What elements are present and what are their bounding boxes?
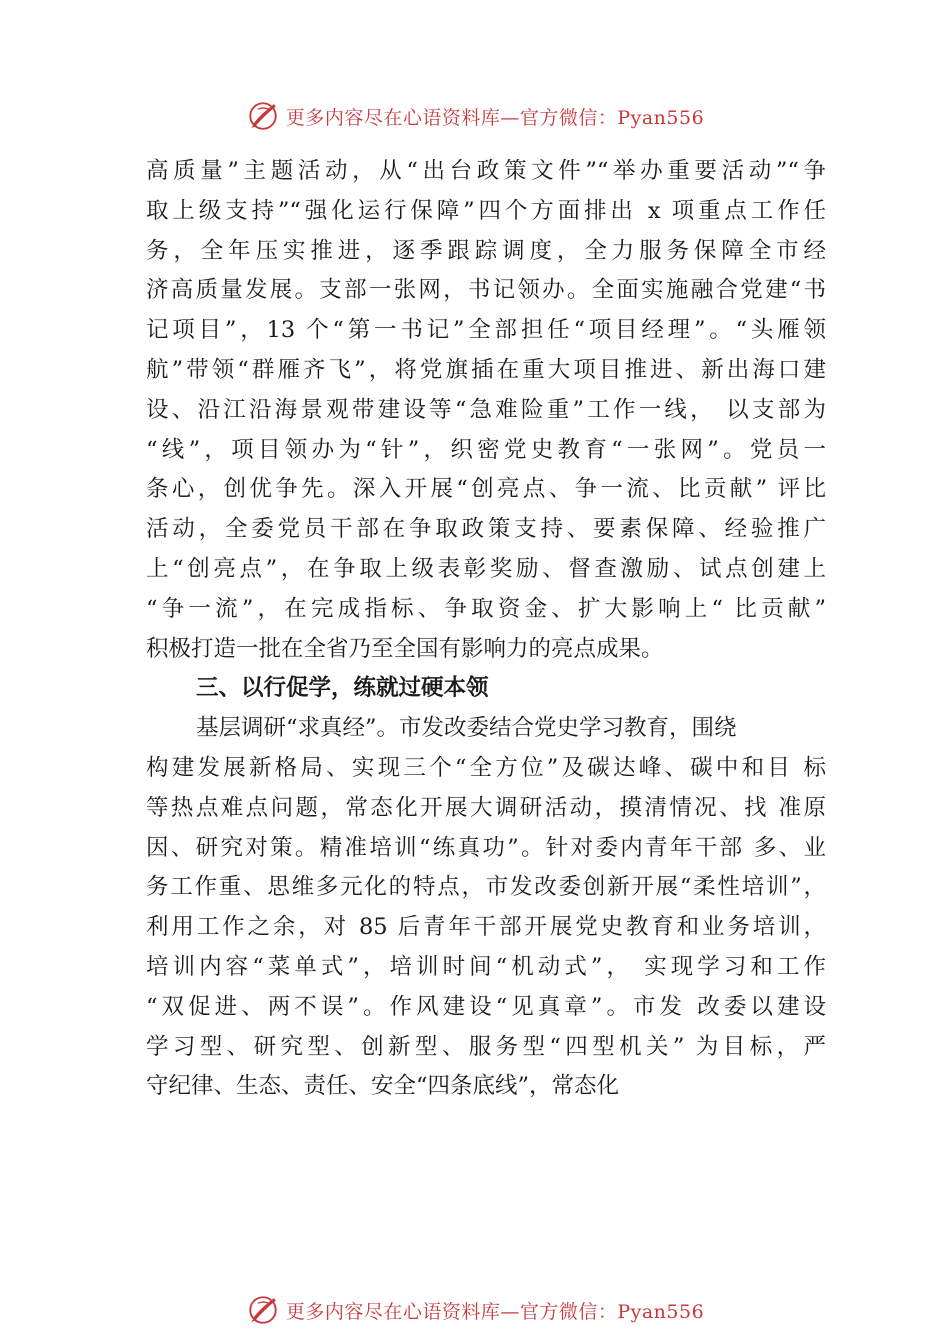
- body-line: 济高质量发展。支部一张网，书记领办。全面实施融合党建“书: [146, 277, 826, 304]
- body-line: 条心，创优争先。深入开展“创亮点、争一流、比贡献” 评比: [146, 476, 826, 503]
- body-line: 记项目”，13 个“第一书记”全部担任“项目经理”。“头雁领: [146, 317, 826, 344]
- body-line: 务，全年压实推进，逐季跟踪调度，全力服务保障全市经: [146, 237, 826, 264]
- document-body: [146, 152, 826, 1107]
- section-line: 务工作重、思维多元化的特点，市发改委创新开展“柔性培训”，: [146, 874, 826, 901]
- watermark-text: 更多内容尽在心语资料库—官方微信：Pyan556: [285, 1300, 705, 1323]
- section-line: 培训内容“菜单式”，培训时间“机动式”， 实现学习和工作: [146, 953, 826, 980]
- section-line: 因、研究对策。精准培训“练真功”。针对委内青年干部 多、业: [146, 834, 826, 861]
- section-line: “双促进、两不误”。作风建设“见真章”。市发 改委以建设: [146, 993, 826, 1020]
- pen-nib-logo-icon: [246, 1293, 280, 1327]
- body-line: 设、沿江沿海景观带建设等“急难险重”工作一线， 以支部为: [146, 396, 826, 423]
- watermark-text: 更多内容尽在心语资料库—官方微信：Pyan556: [285, 106, 705, 129]
- body-line: “争一流”，在完成指标、争取资金、扩大影响上“ 比贡献”: [146, 595, 826, 622]
- body-line: 积极打造一批在全省乃至全国有影响力的亮点成果。: [146, 635, 664, 662]
- section-line: 等热点难点问题，常态化开展大调研活动，摸清情况、找 准原: [146, 794, 826, 821]
- body-line: “线”，项目领办为“针”，织密党史教育“一张网”。党员一: [146, 436, 826, 463]
- section-line: 基层调研“求真经”。市发改委结合党史学习教育，围绕: [196, 715, 737, 742]
- section-heading: 三、以行促学，练就过硬本领: [196, 675, 489, 702]
- body-line: 高质量”主题活动，从“出台政策文件”“举办重要活动”“争: [146, 158, 826, 184]
- watermark-header: [0, 96, 950, 136]
- pen-nib-logo-icon: [246, 99, 280, 133]
- body-line: 航”带领“群雁齐飞”，将党旗插在重大项目推进、新出海口建: [146, 356, 826, 383]
- body-line: 取上级支持”“强化运行保障”四个方面排出 x 项重点工作任: [146, 197, 826, 224]
- section-line: 利用工作之余，对 85 后青年干部开展党史教育和业务培训，: [146, 914, 826, 941]
- body-line: 活动，全委党员干部在争取政策支持、要素保障、经验推广: [146, 516, 826, 543]
- section-line: 构建发展新格局、实现三个“全方位”及碳达峰、碳中和目 标: [146, 754, 826, 781]
- body-line: 上“创亮点”，在争取上级表彰奖励、督查激励、试点创建上: [146, 555, 826, 582]
- watermark-footer: [0, 1290, 950, 1330]
- section-line: 守纪律、生态、责任、安全“四条底线”，常态化: [146, 1073, 620, 1100]
- section-line: 学习型、研究型、创新型、服务型“四型机关” 为目标，严: [146, 1033, 826, 1060]
